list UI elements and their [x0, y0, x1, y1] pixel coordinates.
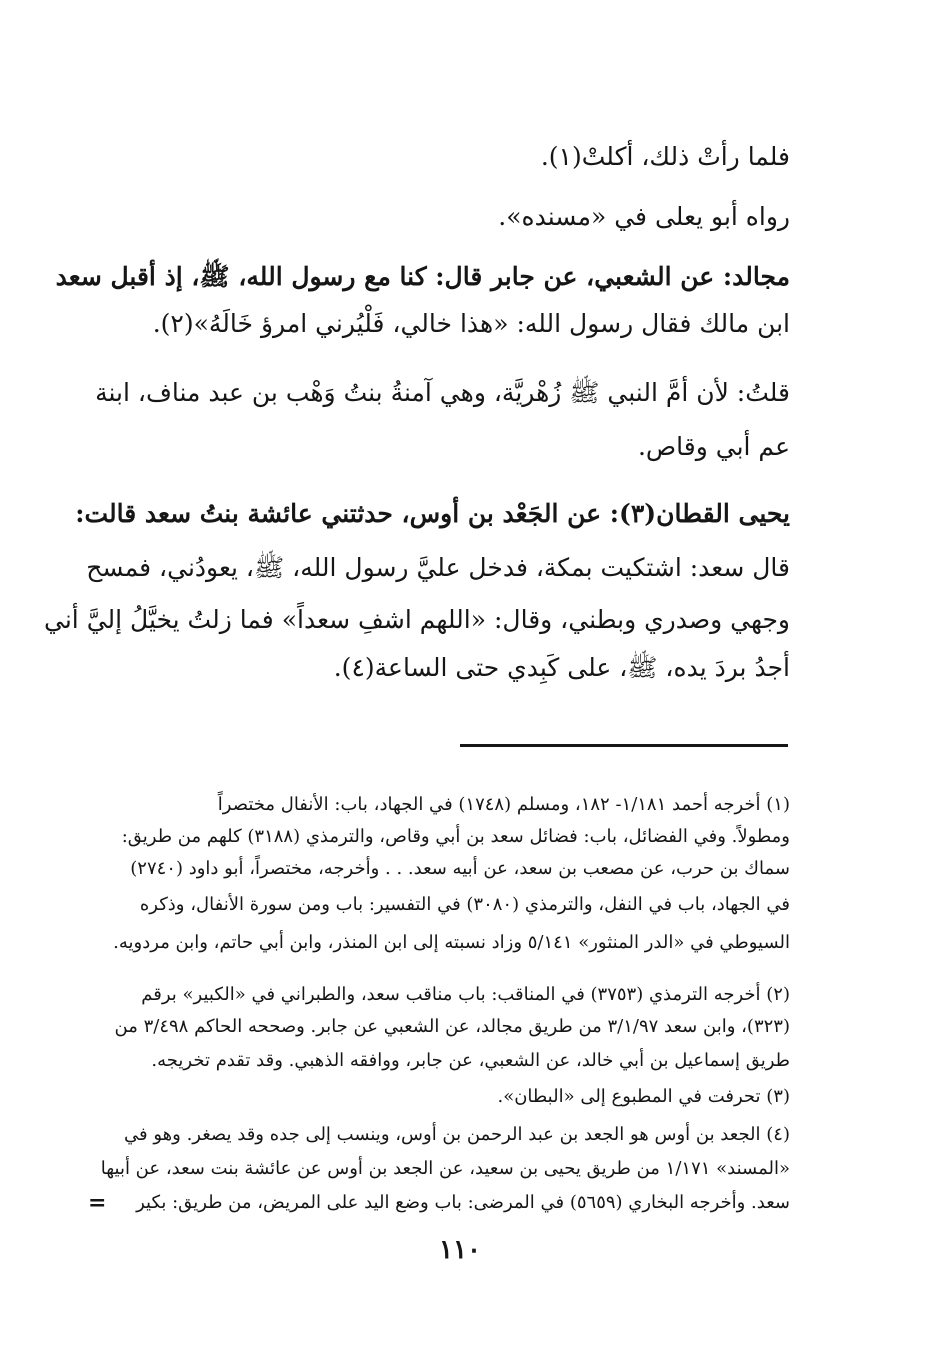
continuation-mark: =: [88, 1190, 107, 1216]
footnote-1-line-2: ومطولاً. وفي الفضائل، باب: فضائل سعد بن أبي وقاص، والترمذي (٣١٨٨) كلهم من طريق:: [121, 826, 790, 847]
page-number: ١١٠: [439, 1235, 481, 1265]
body-line-7: يحيى القطان(٣): عن الجَعْد بن أوس، حدثتني عائشة بنتُ سعد قالت:: [75, 499, 790, 528]
footnote-2-line-3: طريق إسماعيل بن أبي خالد، عن الشعبي، عن جابر، ووافقه الذهبي. وقد تقدم تخريجه.: [151, 1050, 790, 1071]
footnote-3: (٣) تحرفت في المطبوع إلى «البطان».: [497, 1086, 790, 1107]
footnote-4-line-2: «المسند» ١/١٧١ من طريق يحيى بن سعيد، عن الجعد بن أوس عن عائشة بنت سعد، عن أبيها: [100, 1158, 790, 1179]
footnote-1-line-4: في الجهاد، باب في النفل، والترمذي (٣٠٨٠) في التفسير: باب ومن سورة الأنفال، وذكره: [139, 894, 790, 915]
footnote-4-line-3: سعد. وأخرجه البخاري (٥٦٥٩) في المرضى: باب وضع اليد على المريض، من طريق: بكير: [136, 1192, 790, 1213]
body-line-8: قال سعد: اشتكيت بمكة، فدخل عليَّ رسول الله، ﷺ، يعودُني، فمسح: [86, 553, 790, 582]
body-line-9: وجهي وصدري وبطني، وقال: «اللهم اشفِ سعداً» فما زلتُ يخيَّلُ إليَّ أني: [44, 605, 790, 634]
body-line-3: مجالد: عن الشعبي، عن جابر قال: كنا مع رسول الله، ﷺ، إذ أقبل سعد: [55, 262, 790, 291]
footnote-1-line-5: السيوطي في «الدر المنثور» ٥/١٤١ وزاد نسبته إلى ابن المنذر، وابن أبي حاتم، وابن مردويه.: [113, 932, 790, 953]
body-line-2: رواه أبو يعلى في «مسنده».: [498, 202, 790, 231]
body-line-10: أجدُ بردَ يده، ﷺ، على كَبِدي حتى الساعة(٤).: [333, 653, 790, 682]
body-line-6: عم أبي وقاص.: [637, 432, 790, 461]
body-line-1: فلما رأتْ ذلك، أكلتْ(١).: [540, 142, 790, 171]
footnote-separator: [460, 744, 788, 747]
body-line-5: قلتُ: لأن أمَّ النبي ﷺ زُهْريَّة، وهي آمنةُ بنتُ وَهْب بن عبد مناف، ابنة: [95, 378, 790, 407]
footnote-2-line-1: (٢) أخرجه الترمذي (٣٧٥٣) في المناقب: باب مناقب سعد، والطبراني في «الكبير» برقم: [141, 984, 790, 1005]
body-line-4: ابن مالك فقال رسول الله: «هذا خالي، فَلْيُرني امرؤ خَالَهُ»(٢).: [152, 309, 790, 338]
footnote-2-line-2: (٣٢٣)، وابن سعد ٣/١/٩٧ من طريق مجالد، عن الشعبي عن جابر. وصححه الحاكم ٣/٤٩٨ من: [114, 1016, 790, 1037]
footnote-4-line-1: (٤) الجعد بن أوس هو الجعد بن عبد الرحمن بن أوس، وينسب إلى جده وقد يصغر. وهو في: [124, 1124, 790, 1145]
footnote-1-line-1: (١) أخرجه أحمد ١/١٨١- ١٨٢، ومسلم (١٧٤٨) في الجهاد، باب: الأنفال مختصراً: [217, 794, 790, 815]
footnote-1-line-3: سماك بن حرب، عن مصعب بن سعد، عن أبيه سعد. . . وأخرجه، مختصراً، أبو داود (٢٧٤٠): [130, 858, 790, 879]
